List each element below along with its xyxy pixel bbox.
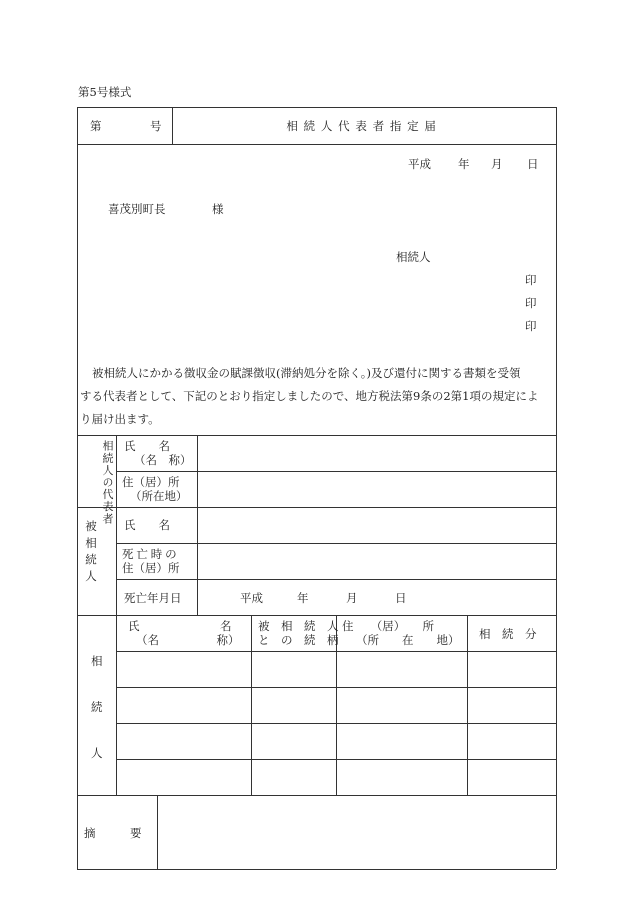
seal-mark: 印 bbox=[525, 319, 537, 333]
seal-mark: 印 bbox=[525, 296, 537, 310]
date-era: 平成 bbox=[408, 157, 431, 171]
seal-mark: 印 bbox=[525, 273, 537, 287]
col-relation-header-sub: と の 続 柄 bbox=[258, 633, 339, 647]
rep-address-label: 住（居）所 bbox=[122, 475, 180, 489]
col-share-header: 相 続 分 bbox=[479, 627, 537, 641]
col-address-header-sub: （所 在 地） bbox=[356, 633, 460, 647]
col-name-header: 氏 名 bbox=[128, 619, 232, 633]
rep-name-sub: （名 称） bbox=[134, 453, 192, 467]
representative-section-label: 相続人の代表者 bbox=[101, 440, 114, 525]
deceased-section-label: 被相続人 bbox=[84, 520, 98, 587]
death-date-label: 死亡年月日 bbox=[124, 591, 182, 605]
deceased-address-label-1: 死亡時の bbox=[122, 547, 180, 561]
heir-row[interactable] bbox=[117, 688, 555, 723]
addressee-name: 喜茂別町長 bbox=[108, 202, 166, 216]
rep-name-label: 氏 名 bbox=[124, 439, 170, 453]
date-month: 月 bbox=[491, 157, 503, 171]
statement-line: 被相続人にかかる徴収金の賦課徴収(滞納処分を除く。)及び還付に関する書類を受領 bbox=[92, 366, 521, 380]
heirs-section-label: 相 bbox=[91, 654, 103, 668]
death-date-era: 平成 bbox=[240, 591, 263, 605]
col-name-header-sub: （名 称） bbox=[136, 633, 240, 647]
date-year: 年 bbox=[458, 157, 470, 171]
heir-row[interactable] bbox=[117, 724, 555, 759]
death-date-year: 年 bbox=[297, 591, 309, 605]
form-number: 第5号様式 bbox=[78, 85, 132, 99]
remarks-label: 摘 要 bbox=[84, 826, 142, 840]
number-suffix: 号 bbox=[150, 119, 162, 133]
heirs-section-label: 人 bbox=[91, 746, 103, 760]
statement-line: する代表者として、下記のとおり指定しましたので、地方税法第9条の2第1項の規定によ bbox=[80, 389, 539, 403]
statement-line: り届け出ます。 bbox=[80, 412, 160, 426]
death-date-day: 日 bbox=[395, 591, 407, 605]
heirs-section-label: 続 bbox=[91, 700, 103, 714]
remarks-field[interactable] bbox=[158, 796, 555, 868]
heir-label: 相続人 bbox=[396, 250, 431, 264]
heir-row[interactable] bbox=[117, 652, 555, 687]
number-prefix: 第 bbox=[90, 119, 102, 133]
addressee-honorific: 様 bbox=[212, 202, 224, 216]
deceased-name-label: 氏 名 bbox=[124, 518, 170, 532]
form-title: 相続人代表者指定届 bbox=[286, 119, 442, 133]
death-date-month: 月 bbox=[346, 591, 358, 605]
date-day: 日 bbox=[527, 157, 539, 171]
col-relation-header: 被 相 続 人 bbox=[258, 619, 339, 633]
rep-address-sub: （所在地） bbox=[130, 489, 188, 503]
col-address-header: 住 （居） 所 bbox=[342, 619, 434, 633]
heir-row[interactable] bbox=[117, 760, 555, 795]
deceased-address-label-2: 住（居）所 bbox=[122, 561, 180, 575]
